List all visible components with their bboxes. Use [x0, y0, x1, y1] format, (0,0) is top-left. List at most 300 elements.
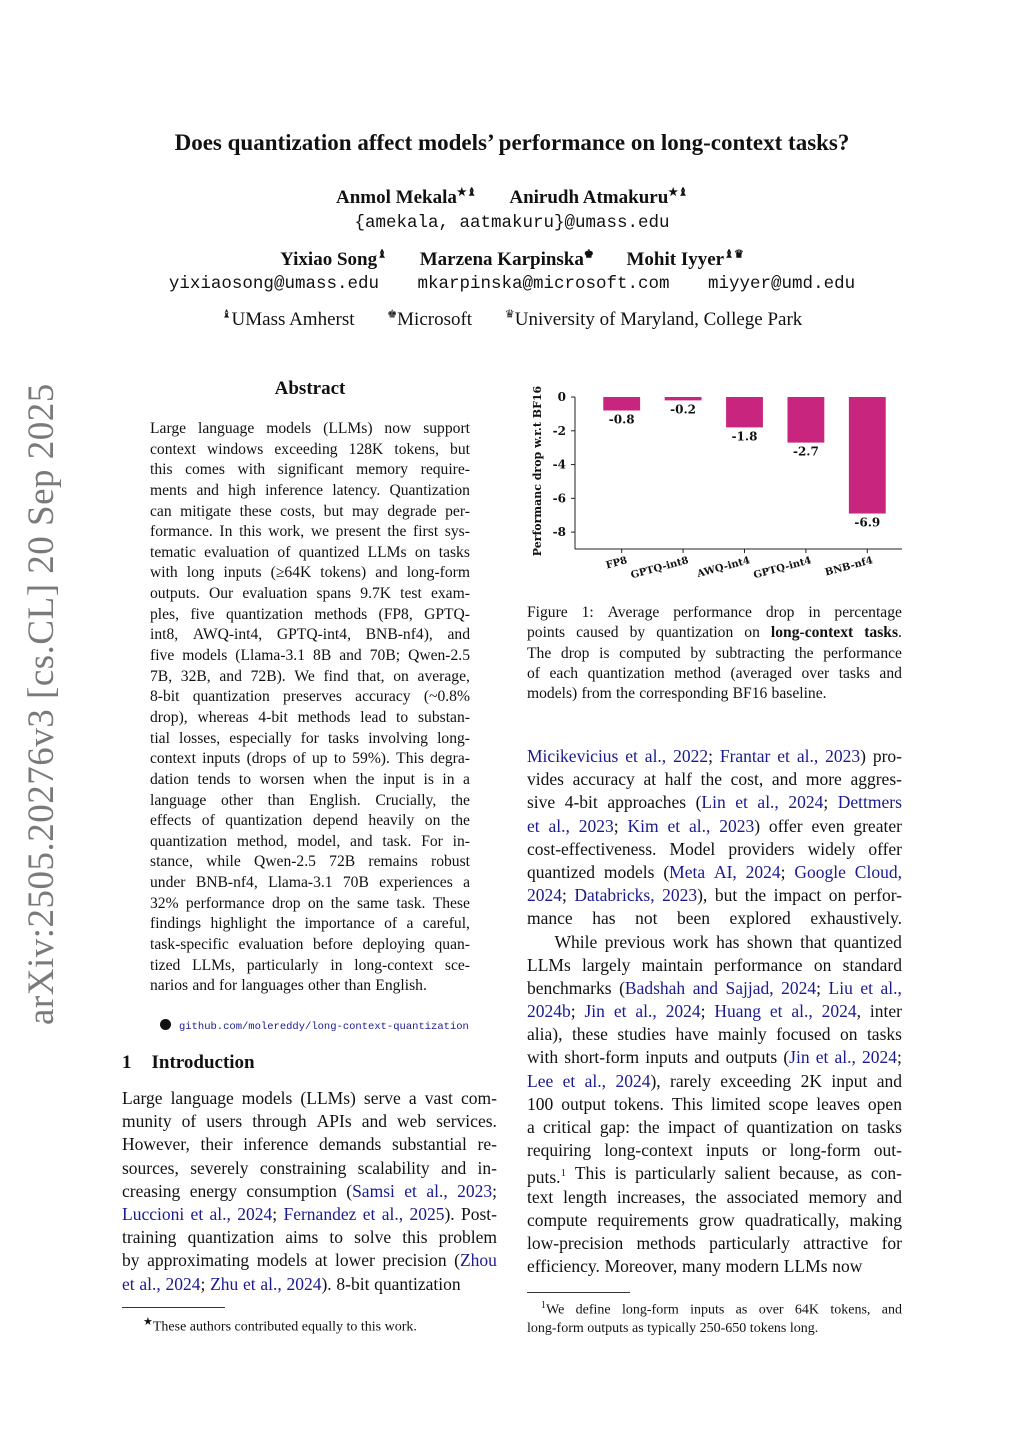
- citation-link[interactable]: Jin: [584, 1001, 605, 1022]
- citation-link[interactable]: et: [769, 1001, 783, 1022]
- word-text: and: [447, 626, 470, 644]
- y-tick-label: -2: [552, 423, 566, 438]
- word: [425, 811, 441, 832]
- word: [605, 1255, 678, 1278]
- word-text: inference: [265, 481, 324, 499]
- citation-link[interactable]: Databricks,: [574, 885, 655, 906]
- word-text: 59%).: [352, 750, 390, 768]
- citation-link[interactable]: Liu: [828, 977, 853, 998]
- word-text: limited: [710, 1093, 761, 1114]
- text-line: [150, 543, 470, 564]
- word: [122, 1133, 190, 1156]
- citation-link[interactable]: et: [362, 1203, 376, 1224]
- word: [404, 1180, 417, 1203]
- word: [461, 1087, 497, 1110]
- citation-link[interactable]: Dettmers: [837, 792, 902, 813]
- word: [627, 815, 658, 838]
- word: [797, 745, 818, 768]
- citation-link[interactable]: Fernandez: [283, 1203, 357, 1224]
- word-text: up: [311, 750, 328, 768]
- word: [673, 603, 752, 623]
- footnote-long-form: [527, 1297, 902, 1338]
- word: [239, 770, 251, 791]
- word: [439, 543, 470, 564]
- word: [527, 644, 551, 664]
- citation-link[interactable]: et: [777, 746, 790, 766]
- word: [379, 605, 413, 626]
- citation-link[interactable]: et: [404, 1180, 417, 1201]
- citation-link[interactable]: al.,: [426, 1180, 448, 1201]
- word: [543, 1116, 592, 1139]
- word: [358, 1157, 430, 1180]
- word: [829, 977, 853, 1000]
- word-text: ).: [321, 1273, 332, 1294]
- word: [803, 1232, 868, 1255]
- word: [224, 563, 262, 584]
- citation-link[interactable]: Kim: [627, 815, 659, 836]
- word: [527, 664, 540, 684]
- text-line: [527, 1139, 902, 1162]
- word: [190, 1157, 248, 1180]
- citation-link[interactable]: et: [735, 792, 748, 813]
- word: [375, 976, 427, 997]
- word-text: importance: [304, 915, 375, 933]
- citation-link[interactable]: Google: [794, 861, 846, 882]
- word: [221, 791, 253, 812]
- email-link[interactable]: mkarpinska@microsoft.com: [417, 274, 670, 294]
- citation-link[interactable]: 2024: [788, 792, 824, 813]
- citation-link[interactable]: et: [527, 815, 540, 836]
- word-text: and: [192, 977, 215, 995]
- word-text: method,: [236, 832, 288, 850]
- x-tick-label: GPTQ-int4: [752, 555, 813, 582]
- word: [297, 832, 340, 853]
- word: [463, 873, 470, 894]
- word: [272, 894, 301, 915]
- citation-link[interactable]: 2023: [719, 815, 755, 836]
- author: Mohit Iyyer♝♛: [626, 249, 744, 271]
- author: Anmol Mekala★♝: [336, 187, 477, 209]
- word-text: other: [220, 791, 253, 809]
- word: [564, 1046, 639, 1069]
- word: [239, 522, 262, 543]
- citation-link[interactable]: al.,: [139, 1273, 161, 1294]
- word: [607, 791, 686, 814]
- text-line: [150, 811, 470, 832]
- word-text: find: [323, 667, 349, 685]
- word: [389, 481, 470, 502]
- citation-link[interactable]: 2024: [862, 1047, 898, 1068]
- word-text: users: [206, 1111, 243, 1132]
- citation-link[interactable]: al.,: [757, 792, 779, 813]
- word: [182, 646, 227, 667]
- word-text: serve: [363, 1088, 401, 1108]
- word-text: tasks: [866, 1117, 902, 1137]
- word: [716, 931, 739, 954]
- word: [150, 625, 178, 646]
- word-text: precision: [382, 1250, 447, 1271]
- citation-link[interactable]: al.,: [584, 1070, 607, 1091]
- word: [808, 1186, 866, 1209]
- word: [670, 1070, 711, 1093]
- word-text: dation: [150, 770, 189, 788]
- citation-link[interactable]: Jin: [789, 1047, 810, 1068]
- word-text: methods: [636, 1232, 696, 1253]
- word: [421, 460, 470, 481]
- word: [150, 791, 206, 812]
- citation-link[interactable]: et: [815, 1047, 829, 1068]
- word: [561, 1093, 606, 1116]
- word-text: exceeding: [720, 1070, 792, 1091]
- word: [779, 1162, 839, 1185]
- citation-link[interactable]: Lee: [527, 1070, 554, 1091]
- word: [150, 729, 170, 750]
- word-text: languages: [241, 977, 304, 995]
- citation-link[interactable]: 2023: [457, 1180, 493, 1201]
- word-text: mitigate: [180, 502, 232, 520]
- text-line: [527, 1186, 902, 1209]
- word: [122, 1203, 184, 1226]
- y-axis-label: Performanc drop w.r.t BF16: [531, 385, 544, 557]
- word-text: drop: [560, 644, 590, 662]
- word: [720, 1070, 791, 1093]
- word: [237, 832, 288, 853]
- email-link[interactable]: miyyer@umd.edu: [708, 274, 856, 294]
- word: [867, 1023, 902, 1046]
- word: [527, 1070, 553, 1093]
- word: [442, 770, 454, 791]
- text-line: [150, 584, 470, 605]
- citation-link[interactable]: 2025: [409, 1203, 445, 1224]
- citation-link[interactable]: et: [613, 1001, 627, 1022]
- citation-link[interactable]: et: [667, 815, 681, 836]
- word-text: com-: [461, 1088, 497, 1108]
- word-text: con-: [870, 1163, 902, 1184]
- word: [150, 749, 196, 770]
- footnote-text: We define long-form inputs as over 64K tokens, and: [546, 1302, 902, 1318]
- word: [375, 791, 436, 812]
- citation-link[interactable]: Lin: [701, 792, 726, 813]
- citation-link[interactable]: 2024: [615, 1070, 651, 1091]
- word-text: context: [150, 440, 196, 458]
- citation-link[interactable]: al.,: [635, 1001, 657, 1022]
- citation-link[interactable]: AI,: [713, 861, 737, 882]
- word-text: input: [382, 770, 415, 788]
- word: [424, 687, 470, 708]
- author: Yixiao Song♝: [280, 249, 387, 271]
- word-text: requiring: [527, 1140, 592, 1161]
- citation-link[interactable]: 2023: [825, 746, 861, 766]
- word-text: and: [375, 564, 398, 582]
- citation-link[interactable]: 2024: [237, 1203, 273, 1224]
- citation-link[interactable]: 2022: [673, 746, 709, 766]
- word-text: This: [671, 1093, 703, 1114]
- github-link[interactable]: github.com/molereddy/long-context-quantization: [179, 1021, 469, 1033]
- word-text: work,: [268, 523, 305, 541]
- citation-link[interactable]: et: [625, 746, 638, 766]
- word-text: and: [876, 1186, 902, 1207]
- word: [585, 1070, 606, 1093]
- word-text: performance: [823, 644, 902, 662]
- word: [563, 1070, 576, 1093]
- word-text: models: [241, 1088, 293, 1108]
- word: [619, 977, 685, 1000]
- word: [240, 502, 272, 523]
- word: [656, 623, 733, 643]
- word-text: (FP8,: [378, 605, 413, 623]
- citation-link[interactable]: Micikevicius: [527, 746, 619, 766]
- citation-link[interactable]: Luccioni: [122, 1203, 185, 1224]
- word: [873, 745, 902, 768]
- word: [209, 584, 233, 605]
- citation-link[interactable]: al.,: [796, 746, 819, 766]
- word-text: evaluation: [242, 585, 308, 603]
- word: [666, 1000, 706, 1023]
- word: [354, 1226, 391, 1249]
- word-text: offer: [768, 815, 803, 836]
- text-line: [527, 1023, 902, 1046]
- word-text: focused: [776, 1024, 831, 1045]
- word: [368, 811, 414, 832]
- word: [362, 935, 424, 956]
- word: [670, 838, 716, 861]
- word-text: per-: [445, 502, 470, 520]
- citation-link[interactable]: al.,: [381, 1203, 404, 1224]
- word-text: that: [800, 931, 827, 952]
- citation-link[interactable]: 2024: [665, 1001, 701, 1022]
- word: [714, 954, 802, 977]
- word-text: evaluation: [204, 543, 270, 561]
- word-text: but: [714, 885, 738, 906]
- word: [424, 770, 434, 791]
- word: [423, 419, 470, 440]
- word: [527, 1209, 587, 1232]
- citation-link[interactable]: al.,: [880, 977, 902, 998]
- text-line: [122, 1087, 497, 1110]
- word-text: by: [122, 1250, 140, 1271]
- citation-link[interactable]: 2024: [745, 861, 781, 882]
- word: [305, 914, 375, 935]
- abstract-body: [150, 419, 470, 997]
- word: [413, 522, 438, 543]
- word-text: and: [879, 664, 902, 682]
- word: [265, 481, 323, 502]
- word-text: involving: [368, 729, 428, 747]
- citation-link[interactable]: and: [692, 977, 718, 998]
- word-text: these: [239, 502, 272, 520]
- word: [225, 811, 302, 832]
- citation-link[interactable]: Sajjad,: [725, 977, 774, 998]
- word: [150, 770, 189, 791]
- citation-link[interactable]: al.,: [834, 1047, 856, 1068]
- word-text: However,: [122, 1134, 190, 1155]
- word-text: 72B).: [250, 667, 286, 685]
- word: [527, 1186, 553, 1209]
- data-label: -0.2: [670, 402, 697, 417]
- word-text: the: [276, 915, 296, 933]
- citation-link[interactable]: Huang: [714, 1001, 761, 1022]
- word-text: method: [674, 664, 721, 682]
- word: [561, 644, 590, 664]
- citation-link[interactable]: 2024: [781, 977, 817, 998]
- word: [711, 1093, 761, 1116]
- bar: [849, 397, 886, 514]
- word: [190, 1180, 237, 1203]
- word: [235, 646, 305, 667]
- word: [313, 811, 358, 832]
- word-text: associated: [726, 1186, 799, 1207]
- word: [408, 646, 470, 667]
- word: [150, 811, 191, 832]
- citation-link[interactable]: 2024: [286, 1273, 322, 1294]
- word-text: the: [638, 1117, 660, 1137]
- word: [794, 861, 846, 884]
- word: [150, 543, 196, 564]
- word: [672, 1093, 703, 1116]
- citation-link[interactable]: 2024b: [527, 1001, 571, 1022]
- word-text: modern: [725, 1256, 780, 1277]
- word: [150, 852, 193, 873]
- word: [179, 729, 220, 750]
- citation-link[interactable]: Badshah: [624, 977, 686, 998]
- word: [202, 749, 240, 770]
- word-text: standard: [842, 954, 902, 975]
- word: [639, 684, 728, 704]
- citation-link[interactable]: et: [562, 1070, 576, 1091]
- word: [608, 603, 660, 623]
- word: [229, 729, 291, 750]
- word: [604, 1139, 692, 1162]
- citation-link[interactable]: et: [242, 1273, 256, 1294]
- citation-link[interactable]: 2024: [165, 1273, 201, 1294]
- word-text: maintain: [641, 954, 703, 975]
- word-text: offer: [868, 838, 902, 859]
- word: [746, 861, 786, 884]
- word-text: web: [396, 1111, 427, 1132]
- word: [150, 956, 180, 977]
- word: [781, 977, 821, 1000]
- word: [316, 584, 351, 605]
- word: [122, 1180, 180, 1203]
- word-text: particularly: [246, 956, 319, 974]
- word-text: rarely: [670, 1070, 711, 1091]
- word: [768, 1093, 808, 1116]
- text-line: [527, 1093, 902, 1116]
- citation-link[interactable]: et: [860, 977, 873, 998]
- github-link-row[interactable]: [160, 1019, 469, 1033]
- word-text: caused: [576, 624, 619, 642]
- citation-link[interactable]: 2024: [527, 885, 562, 906]
- figure-1-caption: [527, 603, 902, 704]
- word: [315, 1249, 328, 1272]
- word-text: under: [150, 874, 186, 892]
- right-column-body: [527, 745, 902, 1278]
- citation-link[interactable]: al.,: [209, 1203, 231, 1224]
- word: [774, 884, 822, 907]
- word-text: 32%: [150, 894, 179, 912]
- data-label: -2.7: [792, 444, 819, 459]
- word-text: subtracting: [715, 644, 785, 662]
- word-text: 100: [527, 1093, 554, 1114]
- word: [527, 907, 573, 930]
- word: [312, 749, 328, 770]
- citation-link[interactable]: Zhou: [459, 1250, 497, 1271]
- word-text: over: [801, 664, 830, 682]
- citation-link[interactable]: Cloud,: [854, 861, 902, 882]
- word-text: we: [310, 523, 330, 541]
- word: [453, 832, 470, 853]
- word-text: quantization: [587, 664, 665, 682]
- word: [150, 481, 187, 502]
- citation-link[interactable]: 2023: [662, 885, 698, 906]
- word: [806, 768, 842, 791]
- citation-link[interactable]: 2024: [821, 1001, 857, 1022]
- word-text: than: [267, 791, 295, 809]
- footnote-ref[interactable]: 1: [560, 1167, 567, 1180]
- word: [311, 522, 329, 543]
- word-text: latency.: [332, 481, 381, 499]
- citation-link[interactable]: Zhu: [210, 1273, 239, 1294]
- citation-link[interactable]: Meta: [669, 861, 706, 882]
- word-text: inter: [869, 1001, 902, 1022]
- intro-body: [122, 1087, 497, 1296]
- word-text: Moreover,: [604, 1256, 678, 1277]
- word-text: computed: [619, 644, 681, 662]
- word: [252, 1110, 306, 1133]
- citation-link[interactable]: et: [190, 1203, 204, 1224]
- word-text: remains: [368, 853, 418, 871]
- word: [191, 1203, 204, 1226]
- citation-link[interactable]: al.,: [644, 746, 667, 766]
- word-text: exhaustively.: [810, 908, 902, 929]
- word: [332, 481, 380, 502]
- word-text: ;: [823, 792, 829, 813]
- word: [675, 1023, 708, 1046]
- email-link[interactable]: yixiaosong@umass.edu: [168, 274, 379, 294]
- word: [637, 1232, 696, 1255]
- citation-link[interactable]: al.,: [548, 815, 570, 836]
- word: [674, 664, 721, 684]
- citation-link[interactable]: Samsi: [352, 1180, 395, 1201]
- citation-link[interactable]: al.,: [688, 815, 711, 836]
- word-text: ples,: [150, 605, 180, 623]
- word: [614, 1093, 664, 1116]
- word: [720, 745, 771, 768]
- word: [822, 1000, 861, 1023]
- emails-row-2: [0, 274, 1024, 294]
- citation-link[interactable]: 2023: [578, 815, 614, 836]
- word: [242, 1087, 293, 1110]
- emails-row-1[interactable]: {amekala, aatmakuru}@umass.edu: [354, 213, 670, 233]
- citation-link[interactable]: Frantar: [719, 746, 771, 766]
- word-text: a: [406, 915, 414, 933]
- word: [868, 1093, 902, 1116]
- word-text: 32B,: [180, 667, 211, 685]
- citation-link[interactable]: et: [122, 1273, 135, 1294]
- word-text: (: [783, 1047, 790, 1068]
- word: [150, 914, 201, 935]
- citation-link[interactable]: al.,: [260, 1273, 282, 1294]
- word: [579, 815, 619, 838]
- word: [237, 1203, 277, 1226]
- word: [150, 605, 179, 626]
- word: [592, 907, 615, 930]
- word: [286, 1273, 331, 1296]
- word: [527, 1000, 576, 1023]
- citation-link[interactable]: al.,: [791, 1001, 813, 1022]
- word: [811, 815, 844, 838]
- word-text: pro-: [872, 746, 902, 766]
